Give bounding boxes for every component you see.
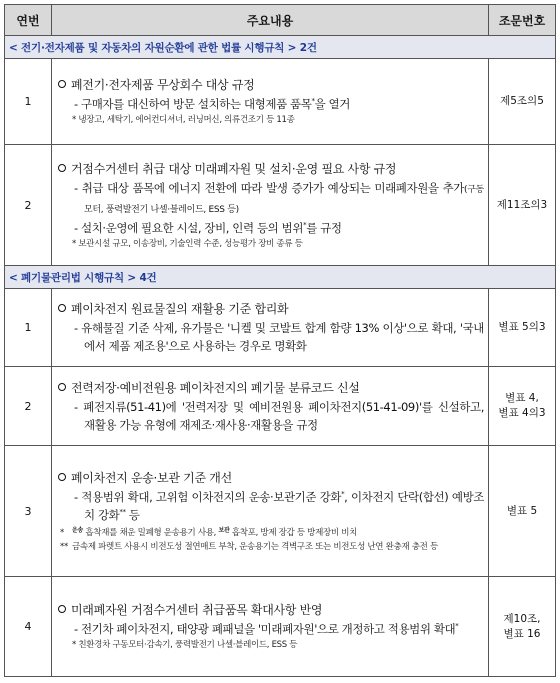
row-article: 별표 5: [489, 446, 556, 577]
regulation-table: [4, 4, 556, 677]
header-number: 연번: [5, 5, 52, 36]
row-detail: - 취급 대상 품목에 에너지 전환에 따라 발생 증가가 예상되는 미래폐자원을 추가(구동모터, 풍력발전기 나셀·블레이드, ESS 등): [74, 180, 484, 215]
table-row: [5, 145, 556, 266]
row-article: 제5조의5: [489, 59, 556, 145]
table-row: [5, 446, 556, 577]
header-content: 주요내용: [52, 5, 489, 36]
row-footnote: * 친환경차 구동모터·감속기, 풍력발전기 나셀·블레이드, ESS 등: [72, 640, 298, 650]
header-article: 조문번호: [489, 5, 556, 36]
row-lead: 폐이차전지 원료물질의 재활용 기준 합리화: [58, 300, 484, 319]
row-footnote: * $^{운송}$ 흡착재를 채운 밀폐형 운송용기 사용, $^{보관}$ 흡착포, 방제 장갑 등 방제장비 비치: [60, 526, 358, 538]
circle-bullet-icon: [58, 80, 66, 88]
row-content: [52, 59, 489, 145]
row-article: 제11조의3: [489, 145, 556, 266]
row-number: 3: [5, 446, 52, 577]
row-lead: 거점수거센터 취급 대상 미래폐자원 및 설치·운영 필요 사항 규정: [58, 160, 484, 179]
row-footnote: * 보관시설 규모, 이송장비, 기술인력 수준, 성능평가 장비 종류 등: [72, 238, 303, 249]
row-number: 2: [5, 145, 52, 266]
row-number: 1: [5, 289, 52, 367]
row-content: [52, 367, 489, 446]
table-row: [5, 59, 556, 145]
row-article: 별표 4, 별표 4의3: [489, 367, 556, 446]
row-detail: - 적용범위 확대, 고위험 이차전지의 운송·보관기준 강화*, 이차전지 단락(합선) 예방조치 강화** 등: [74, 489, 484, 522]
circle-bullet-icon: [58, 383, 66, 391]
row-number: 2: [5, 367, 52, 446]
circle-bullet-icon: [58, 605, 66, 613]
row-footnote: ** 금속제 파렛트 사용시 비전도성 절연매트 부착, 운송용기는 격벽구조 또는 비전도성 난연 완충재 충전 등: [60, 541, 438, 552]
section-row: [5, 266, 556, 289]
circle-bullet-icon: [58, 304, 66, 312]
circle-bullet-icon: [58, 473, 66, 481]
row-detail: - 폐전지류(51-41)에 '전력저장 및 예비전원용 폐이차전지(51-41-09)'를 신설하고, 재활용 가능 유형에 재제조·재사용·재활용을 규정: [74, 399, 484, 432]
table-row: [5, 367, 556, 446]
row-lead: 폐전기·전자제품 무상회수 대상 규정: [58, 76, 484, 95]
row-lead: 미래폐자원 거점수거센터 취급품목 확대사항 반영: [58, 601, 484, 620]
section-row: [5, 36, 556, 59]
row-number: 4: [5, 577, 52, 677]
section-title: < 폐기물관리법 시행규칙 > 4건: [5, 266, 556, 289]
row-article: 제10조, 별표 16: [489, 577, 556, 677]
row-lead: 전력저장·예비전원용 폐이차전지의 폐기물 분류코드 신설: [58, 379, 484, 398]
row-content: [52, 446, 489, 577]
table-header-row: [5, 5, 556, 36]
row-detail: - 설치·운영에 필요한 시설, 장비, 인력 등의 범위*를 규정: [74, 220, 342, 235]
section-title: < 전기·전자제품 및 자동차의 자원순환에 관한 법률 시행규칙 > 2건: [5, 36, 556, 59]
table-row: [5, 577, 556, 677]
table-row: [5, 289, 556, 367]
circle-bullet-icon: [58, 164, 66, 172]
row-detail: - 구매자를 대신하여 방문 설치하는 대형제품 품목*을 열거: [74, 97, 350, 111]
row-article: 별표 5의3: [489, 289, 556, 367]
row-content: [52, 289, 489, 367]
row-content: [52, 577, 489, 677]
row-detail: - 전기차 폐이차전지, 태양광 폐패널을 '미래폐자원'으로 개정하고 적용범위 확대*: [74, 622, 459, 636]
row-footnote: * 냉장고, 세탁기, 에어컨디셔너, 러닝머신, 의류건조기 등 11종: [72, 115, 295, 125]
row-number: 1: [5, 59, 52, 145]
row-detail: - 유해물질 기준 삭제, 유가물은 '니켈 및 코발트 합계 함량 13% 이상'으로 확대, '국내에서 제품 제조용'으로 사용하는 경우로 명확화: [74, 321, 484, 353]
row-lead: 폐이차전지 운송·보관 기준 개선: [58, 469, 484, 488]
row-content: [52, 145, 489, 266]
